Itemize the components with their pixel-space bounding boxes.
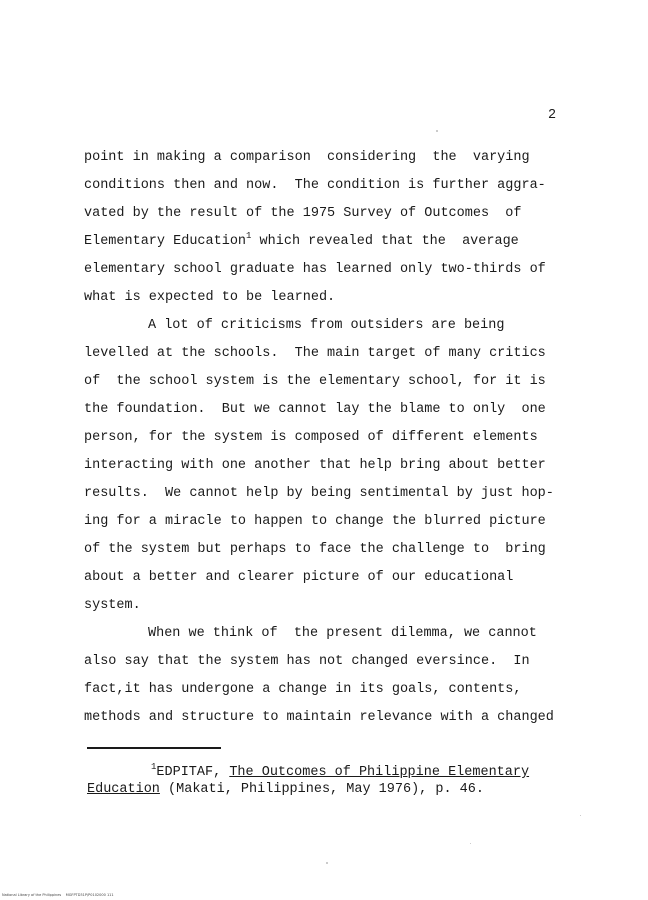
text-line: what is expected to be learned. [84, 290, 336, 305]
text-line: levelled at the schools. The main target of many critics [84, 346, 546, 361]
text-line: of the system but perhaps to face the challenge to bring [84, 542, 546, 557]
text-segment: which revealed that the average [251, 234, 519, 249]
text-line: interacting with one another that help bring about better [84, 458, 546, 473]
footnote-line [87, 781, 557, 798]
footnote-reference: 1 [246, 231, 252, 241]
text-line: methods and structure to maintain relevance with a changed [84, 710, 554, 725]
text-line-paragraph-start: When we think of the present dilemma, we cannot [148, 626, 537, 641]
footnote-title-continued: Education [87, 782, 160, 797]
text-line: conditions then and now. The condition is further aggra- [84, 178, 546, 193]
scan-speck [470, 843, 471, 844]
text-line-with-footnote-ref [84, 228, 584, 256]
text-line: of the school system is the elementary school, for it is [84, 374, 546, 389]
text-line: results. We cannot help by being sentimental by just hop- [84, 486, 554, 501]
text-line-paragraph-start: A lot of criticisms from outsiders are being [148, 318, 505, 333]
text-line: elementary school graduate has learned only two-thirds of [84, 262, 546, 277]
scan-footer: National Library of the Philippines MGFPTD31P/P0102000 111 [2, 893, 114, 897]
text-line: person, for the system is composed of different elements [84, 430, 538, 445]
footnote-author: EDPITAF, [156, 765, 230, 780]
text-line: about a better and clearer picture of our educational [84, 570, 514, 585]
text-line: also say that the system has not changed eversince. In [84, 654, 530, 669]
scan-speck [580, 815, 581, 816]
text-line: point in making a comparison considering the varying [84, 150, 530, 165]
text-line: the foundation. But we cannot lay the blame to only one [84, 402, 546, 417]
footnote-line [87, 764, 557, 781]
body-text [84, 144, 584, 732]
page-number: 2 [548, 108, 557, 123]
footnote-title: The Outcomes of Philippine Elementary [229, 765, 530, 780]
scan-speck [326, 862, 328, 864]
text-segment: Elementary Education [84, 234, 247, 249]
text-line: system. [84, 598, 141, 613]
text-line: fact,it has undergone a change in its goals, contents, [84, 682, 522, 697]
scan-speck [436, 130, 438, 132]
footnote [87, 764, 557, 798]
footnote-marker: 1 [151, 762, 157, 772]
text-line: ing for a miracle to happen to change the blurred picture [84, 514, 546, 529]
text-line: vated by the result of the 1975 Survey of Outcomes of [84, 206, 522, 221]
footnote-divider [87, 747, 221, 749]
footnote-citation: (Makati, Philippines, May 1976), p. 46. [159, 782, 484, 797]
